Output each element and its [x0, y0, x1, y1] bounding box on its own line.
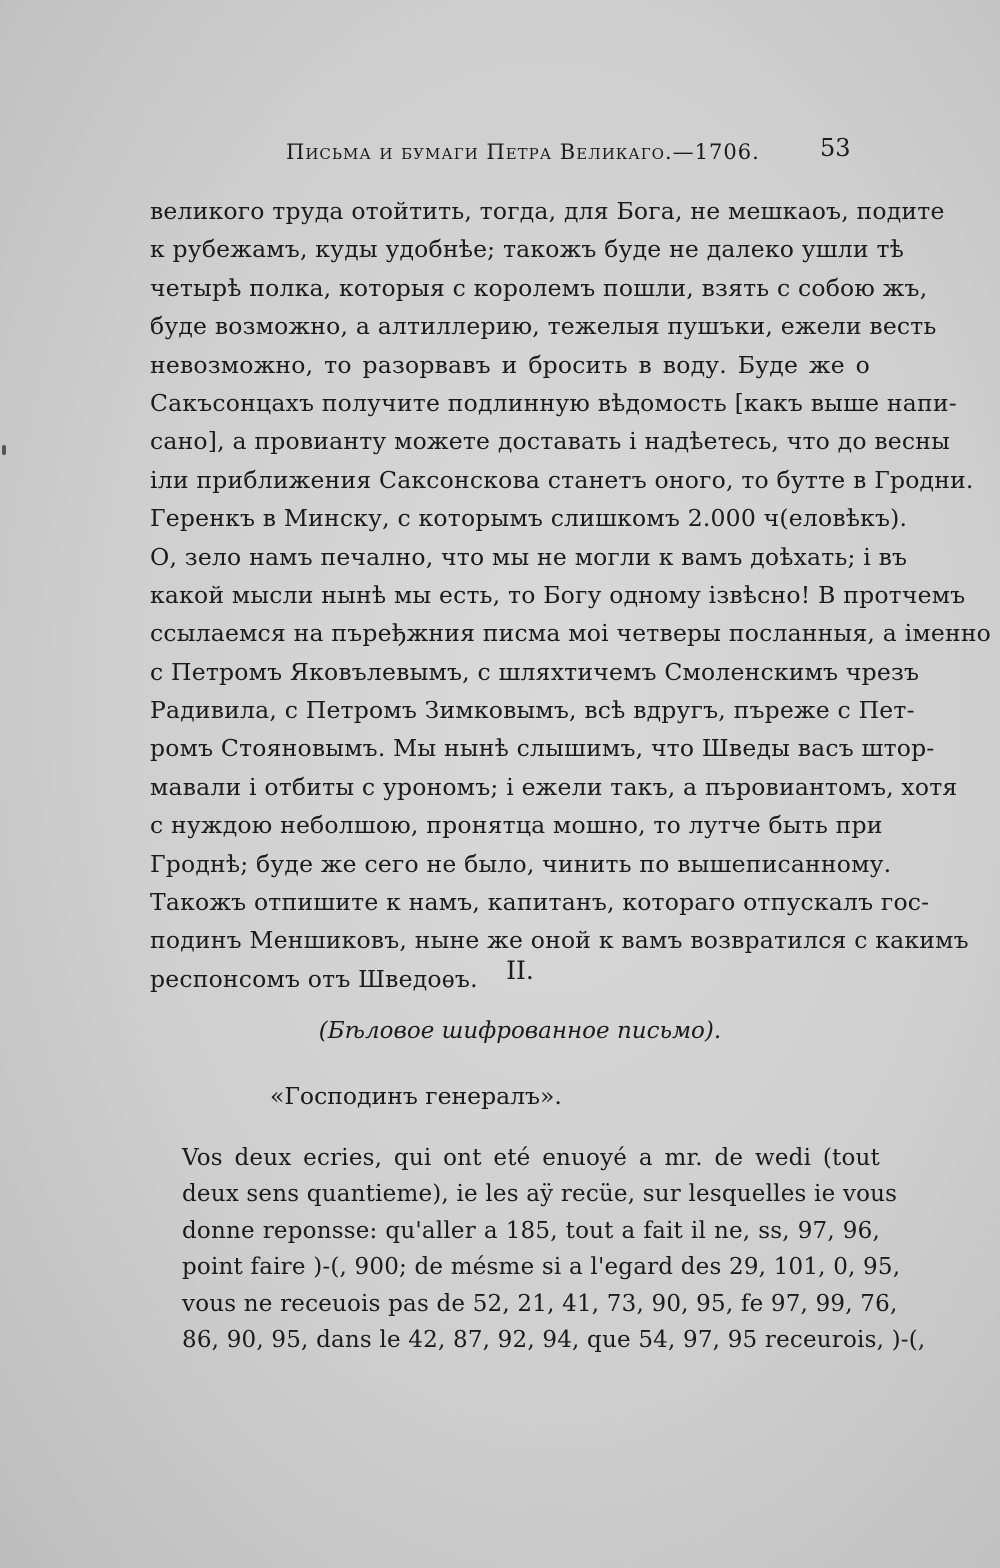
- margin-mark: [2, 445, 6, 455]
- letter-line: deux sens quantieme), ie les aÿ recüe, sur lesquelles ie vous: [182, 1181, 898, 1208]
- main-text: [150, 192, 992, 998]
- text-line: с Петромъ Яковълевымъ, с шляхтичемъ Смоленскимъ чрезъ: [150, 657, 920, 686]
- text-line: респонсомъ отъ Шведоѳъ.: [150, 964, 478, 993]
- text-line: четырѣ полка, которыя с королемъ пошли, взять с собою жъ,: [150, 273, 928, 302]
- text-line: какой мысли нынѣ мы есть, то Богу одному ізвѣсно! В протчемъ: [150, 580, 966, 609]
- text-line: сано], а провианту можете доставать і надѣетесь, что до весны: [150, 427, 951, 456]
- text-line: подинъ Меншиковъ, ныне же оной к вамъ возвратился с какимъ: [150, 926, 969, 955]
- text-line: мавали і отбиты с урономъ; і ежели такъ, а пъровиантомъ, хотя: [150, 772, 958, 801]
- text-line: ссылаемся на пъређжния писма моі четверы посланныя, а іменно: [150, 619, 992, 648]
- text-line: О, зело намъ печално, что мы не могли к вамъ доѣхать; і въ: [150, 542, 908, 571]
- text-line: с нуждою неболшою, пронятца мошно, то лутче быть при: [150, 811, 883, 840]
- section-subtitle: (Бѣловое шифрованное письмо).: [318, 1018, 722, 1044]
- text-line: великого труда отойтить, тогда, для Бога, не мешкаоъ, подите: [150, 197, 945, 225]
- letter-line: donne reponsse: qu'aller a 185, tout a fait il ne, ss, 97, 96,: [182, 1217, 880, 1244]
- running-head: Письма и бумаги Петра Великаго.—1706.: [286, 140, 760, 164]
- text-line: ромъ Стояновымъ. Мы нынѣ слышимъ, что Шведы васъ штор-: [150, 734, 935, 763]
- letter-line: Vos deux ecries, qui ont eté enuoyé a mr. de wedi (tout: [182, 1145, 880, 1171]
- letter-line: 86, 90, 95, dans le 42, 87, 92, 94, que 54, 97, 95 receurois, )-(,: [182, 1326, 926, 1353]
- text-line: буде возможно, а алтиллерию, тежелыя пушъки, ежели весть: [150, 312, 937, 341]
- page-header: [0, 134, 1000, 174]
- text-line: Гроднѣ; буде же сего не было, чинить по вышеписанному.: [150, 849, 892, 878]
- letter-line: point faire )-(, 900; de mésme si a l'egard des 29, 101, 0, 95,: [182, 1254, 901, 1281]
- text-line: іли приближения Саксонскова станетъ оного, то бутте в Гродни.: [150, 465, 974, 494]
- text-line: Радивила, с Петромъ Зимковымъ, всѣ вдругъ, пъреже с Пет-: [150, 696, 915, 725]
- letter-text: [182, 1140, 926, 1358]
- text-line: Геренкъ в Минску, с которымъ слишкомъ 2.000 ч(еловѣкъ).: [150, 504, 908, 533]
- text-line: к рубежамъ, куды удобнѣе; такожъ буде не далеко ушли тѣ: [150, 235, 905, 264]
- salutation: «Господинъ генералъ».: [270, 1082, 562, 1110]
- text-line: Такожъ отпишите к намъ, капитанъ, котораго отпускалъ гос-: [150, 888, 930, 917]
- text-line: невозможно, то разорвавъ и бросить в воду. Буде же о: [150, 350, 870, 379]
- section-number: II.: [506, 956, 534, 985]
- letter-line: vous ne receuois pas de 52, 21, 41, 73, 90, 95, fe 97, 99, 76,: [182, 1290, 898, 1317]
- page-number: 53: [820, 134, 851, 162]
- text-line: Сакъсонцахъ получите подлинную вѣдомость [какъ выше напи-: [150, 388, 957, 417]
